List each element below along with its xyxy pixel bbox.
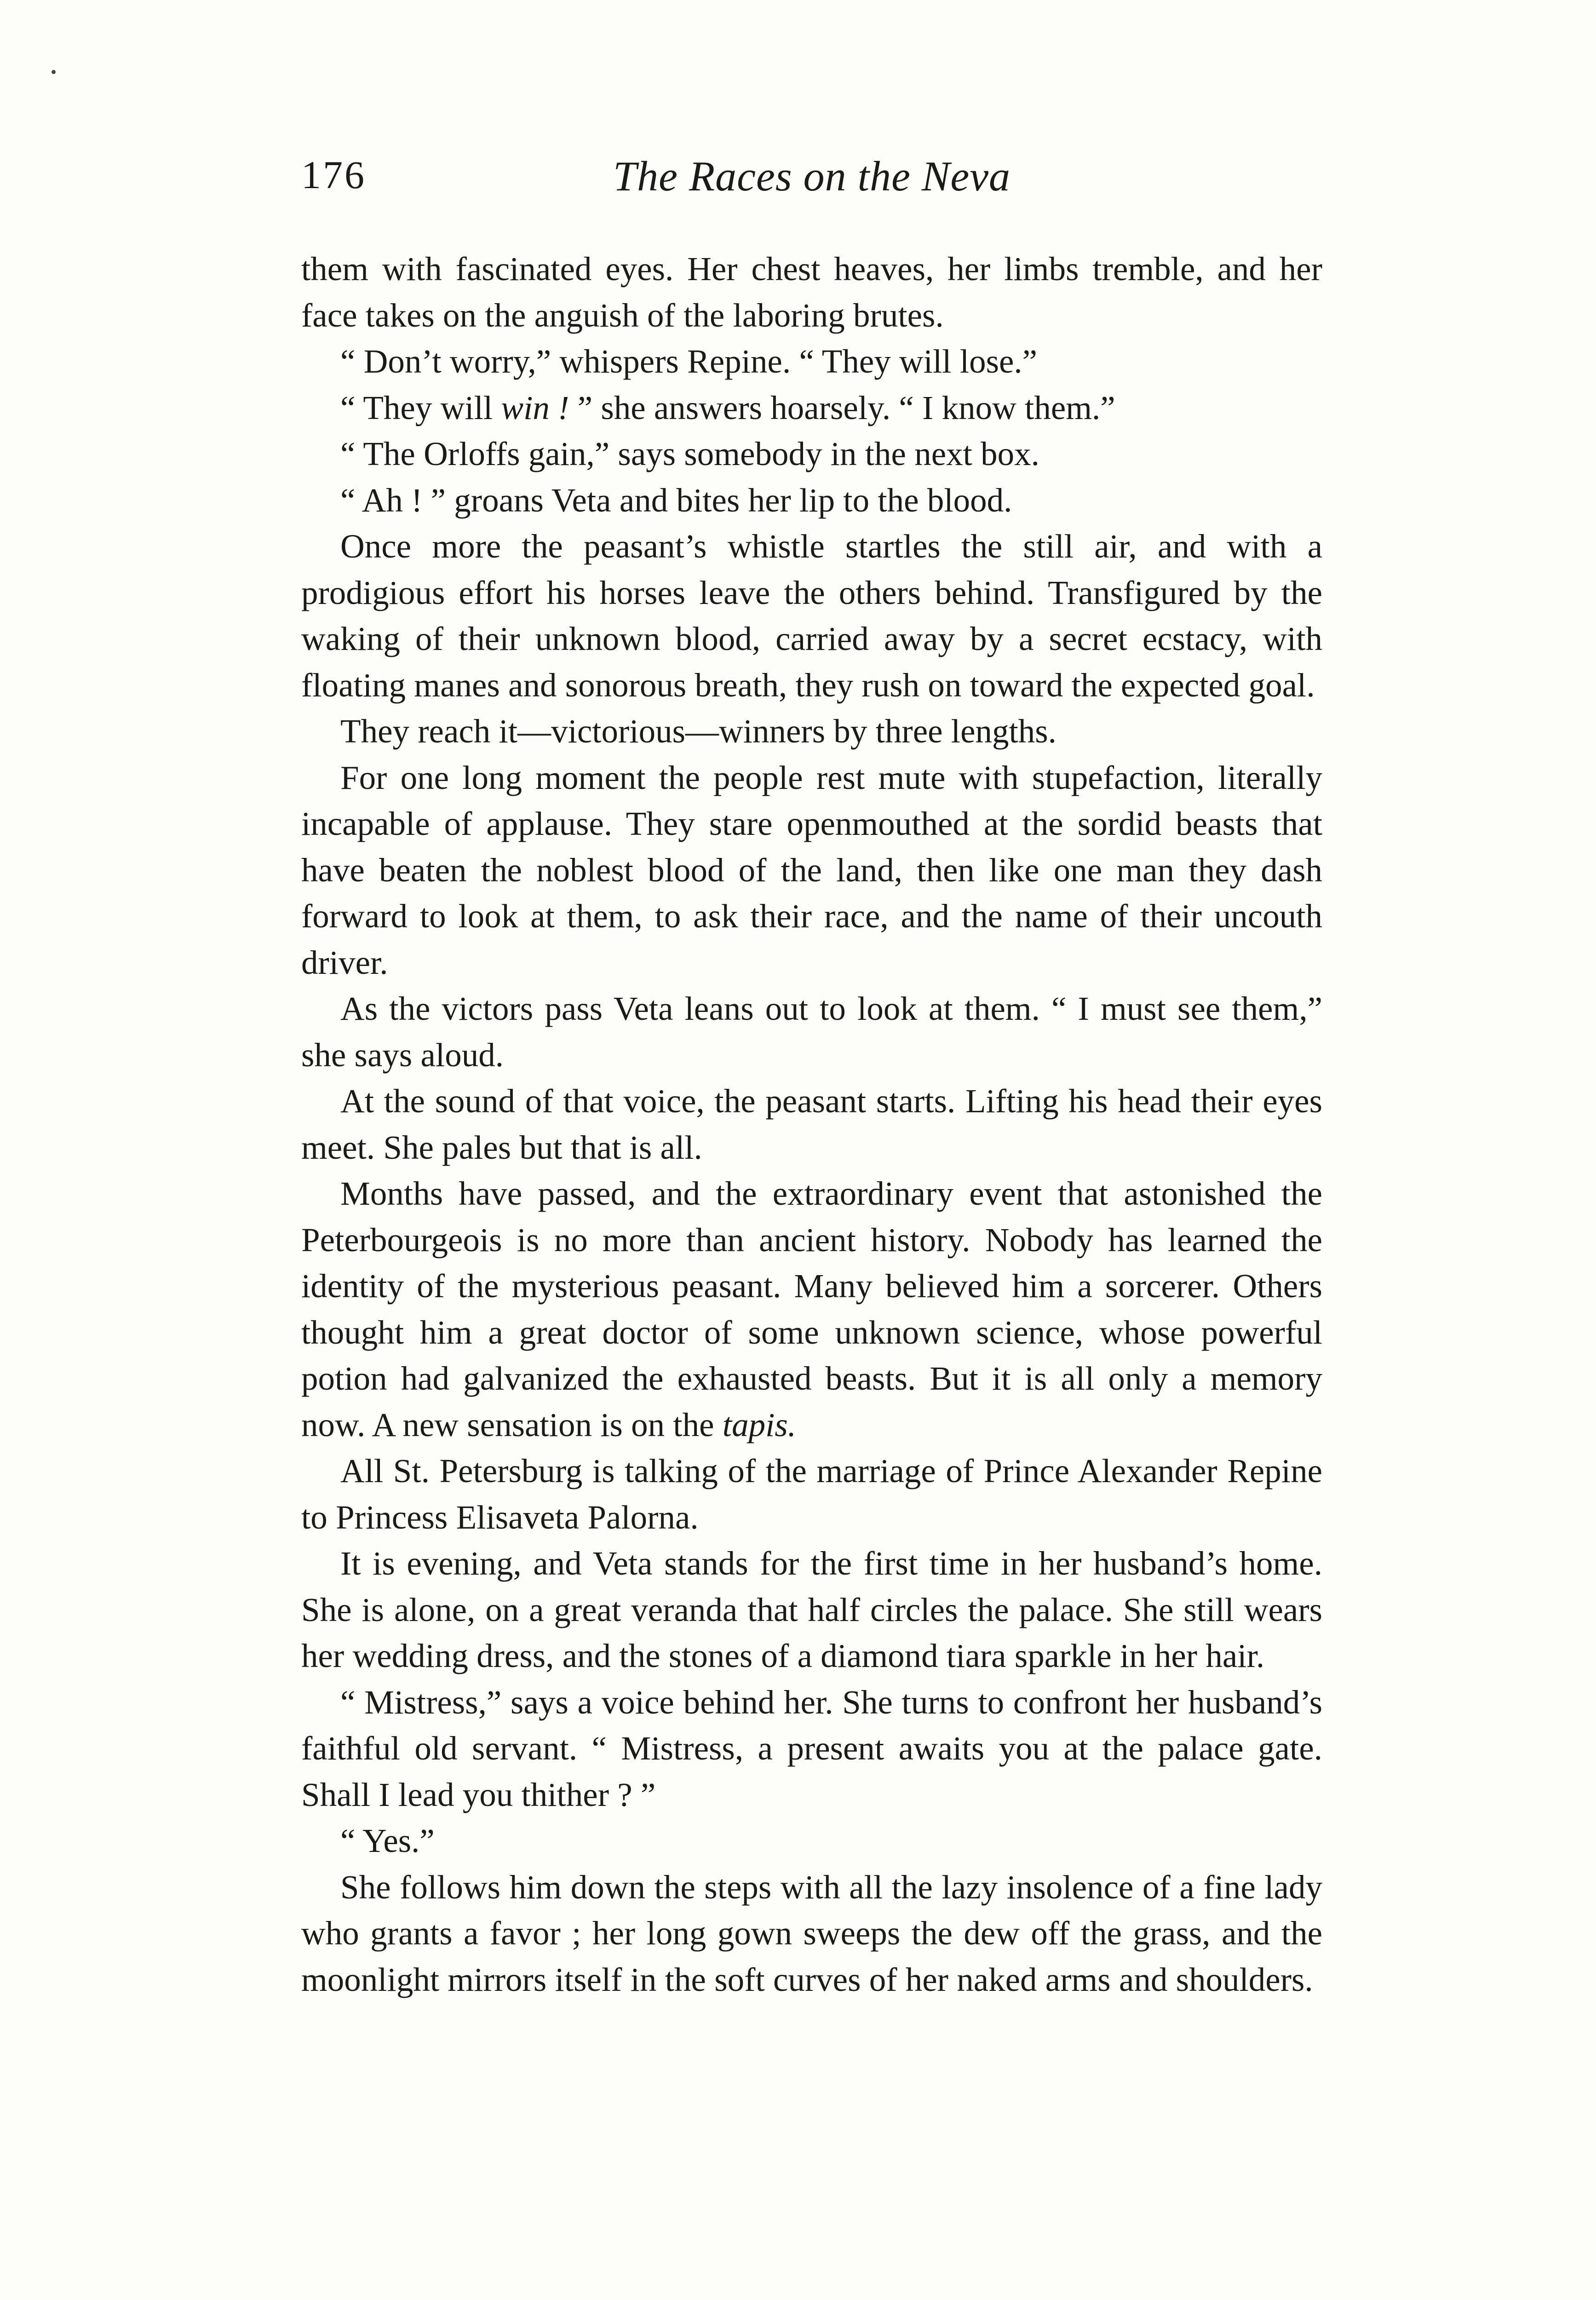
print-speck <box>52 70 56 74</box>
body-text <box>301 246 1322 2003</box>
paragraph-with-italic: “ They will win ! ” she answers hoarsely. “ I know them.” <box>340 389 1115 426</box>
paragraph: “ Don’t worry,” whispers Repine. “ They will lose.” <box>340 343 1038 380</box>
paragraph: All St. Petersburg is talking of the marriage of Prince Alexander Repine to Princess Elisaveta Palorna. <box>301 1452 1322 1536</box>
paragraph: Once more the peasant’s whistle startles the still air, and with a prodigious effort his horses leave the others behind. Transfigured by the waking of their unknown blood, carried away by a secret ecstacy, with floating manes and sonorous breath, they rush on toward the expected goal. <box>301 528 1322 704</box>
paragraph: “ Yes.” <box>340 1822 435 1859</box>
paragraph: “ Mistress,” says a voice behind her. She turns to confront her husband’s faithful old servant. “ Mistress, a present awaits you at the palace gate. Shall I lead you thither ? ” <box>301 1683 1322 1813</box>
page-header <box>301 152 1322 207</box>
paragraph: As the victors pass Veta leans out to look at them. “ I must see them,” she says aloud. <box>301 990 1322 1074</box>
paragraph: She follows him down the steps with all the lazy insolence of a fine lady who grants a favor ; her long gown sweeps the dew off the grass, and the moonlight mirrors itself in the soft curves of her naked arms and shoulders. <box>301 1868 1322 1998</box>
paragraph: “ The Orloffs gain,” says somebody in the next box. <box>340 435 1039 472</box>
running-title: The Races on the Neva <box>613 153 1011 200</box>
paragraph: They reach it—victorious—winners by three lengths. <box>340 713 1056 750</box>
paragraph: It is evening, and Veta stands for the first time in her husband’s home. She is alone, on a great veranda that half circles the palace. She still wears her wedding dress, and the stones of a diamond tiara sparkle in her hair. <box>301 1545 1322 1674</box>
paragraph-with-italic: Months have passed, and the extraordinary event that astonished the Peterbourgeois is no more than ancient history. Nobody has learned the identity of the mysterious peasant. Many believed him a sorcerer. Others thought him a great doctor of some unknown science, whose powerful potion had galvanized the exhausted beasts. But it is all only a memory now. A new sensation is on the tapis. <box>301 1175 1322 1443</box>
paragraph: At the sound of that voice, the peasant starts. Lifting his head their eyes meet. She pales but that is all. <box>301 1082 1322 1166</box>
italic-tapis: tapis. <box>722 1406 797 1443</box>
paragraph-continued: them with fascinated eyes. Her chest heaves, her limbs tremble, and her face takes on the anguish of the laboring brutes. <box>301 250 1322 334</box>
italic-win: win ! <box>501 389 569 426</box>
paragraph: “ Ah ! ” groans Veta and bites her lip to the blood. <box>340 481 1012 519</box>
page-number: 176 <box>301 153 366 197</box>
paragraph: For one long moment the people rest mute with stupefaction, literally incapable of applause. They stare openmouthed at the sordid beasts that have beaten the noblest blood of the land, then like one man they dash forward to look at them, to ask their race, and the name of their uncouth driver. <box>301 759 1322 981</box>
